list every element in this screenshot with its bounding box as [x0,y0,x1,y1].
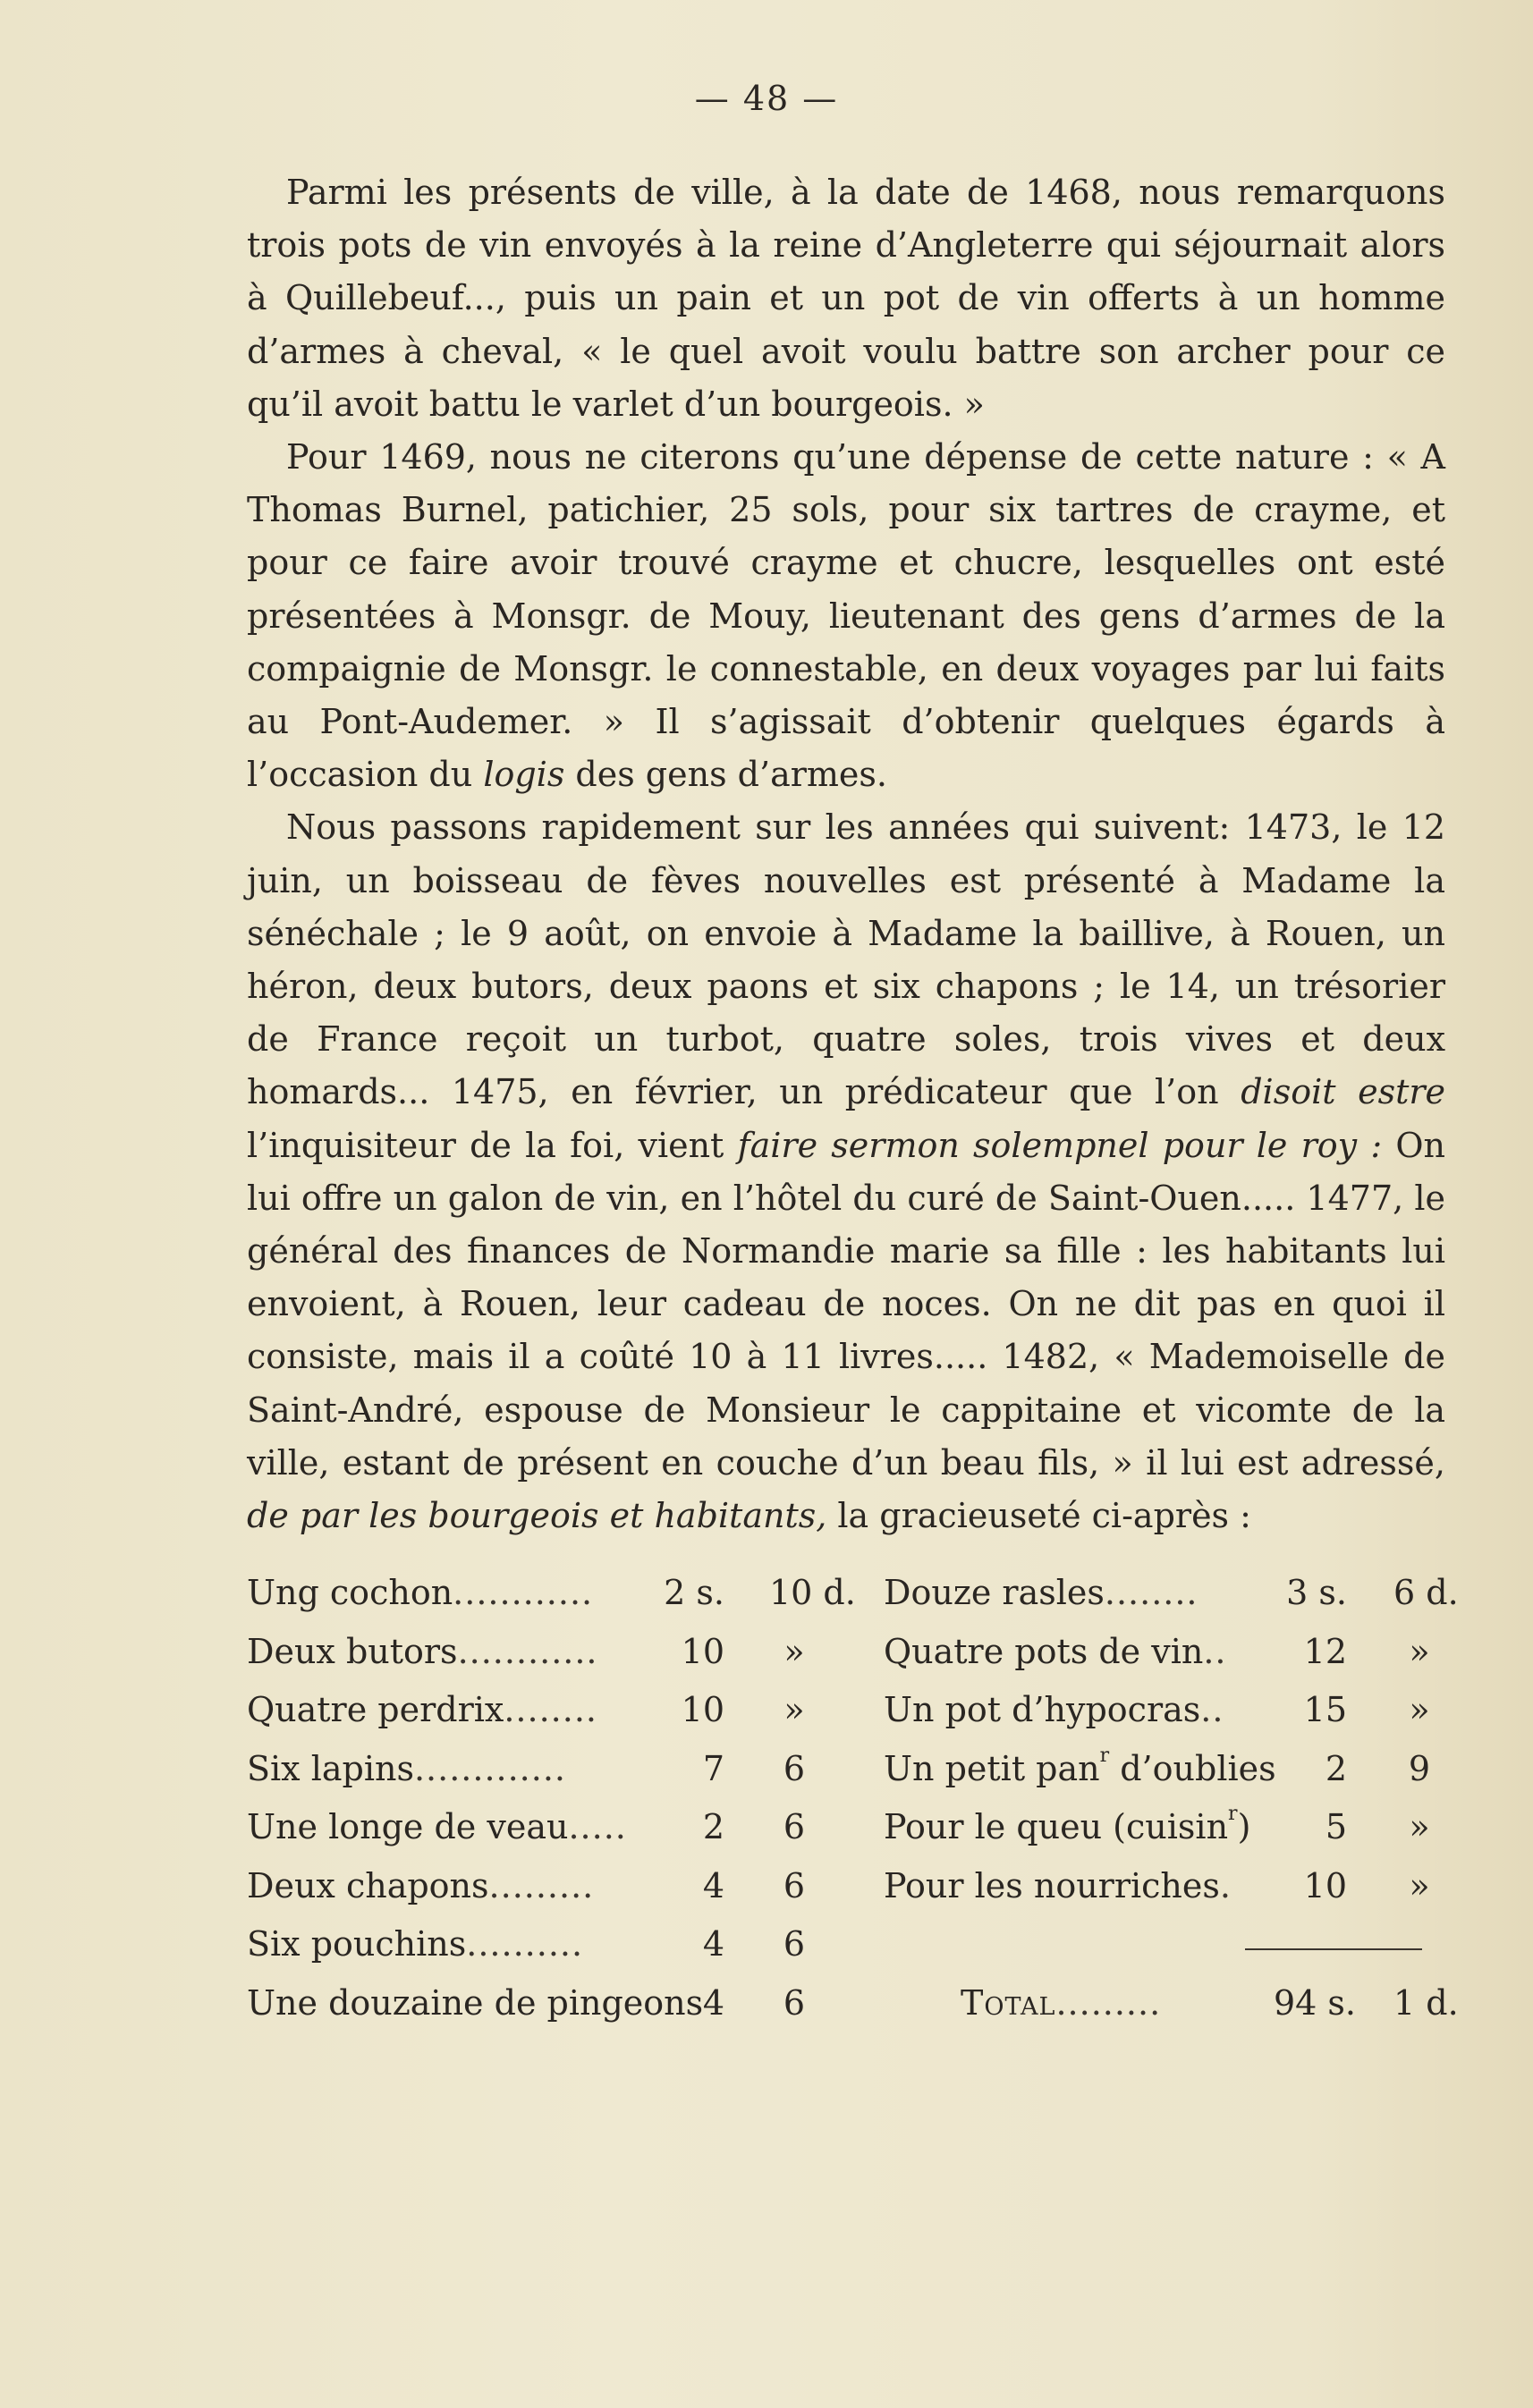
paragraph-3-text-c: On lui offre un galon de vin, en l’hôtel du curé de Saint-Ouen..... 1477, le général des finances de Normandie marie sa fille : les habitants lui envoient, à Rouen, leur cadeau de noces. On ne dit pas en quoi il consiste, mais il a coûté 10 à 11 livres..... 1482, « Mademoiselle de Saint-André, espouse de Monsieur le cappitaine et vicomte de la ville, estant de présent en couche d’un beau fils, » il lui est adressé, [247,1125,1445,1483]
item-label: Pour le queu (cuisin [884,1807,1229,1846]
table-row [247,1801,819,1860]
item-label: Six pouchins [247,1924,467,1964]
table-row [247,1743,819,1802]
paragraph-3-end: la gracieuseté ci-après : [826,1496,1251,1536]
item-label: Six lapins [247,1748,414,1788]
item-value-sous: 10 [1303,1865,1347,1905]
item-label: Deux butors [247,1631,458,1671]
item-value-sous: 4 [702,1924,724,1964]
item-value-deniers: 6 [783,1865,806,1905]
item-label: Ung cochon [247,1573,453,1612]
leader-dots: ............ [453,1573,594,1612]
leader-dots: . [1219,1865,1232,1905]
paragraph-3-italic-a: disoit estre [1241,1072,1445,1112]
paragraph-3-text-a: Nous passons rapidement sur les années qui suivent: 1473, le 12 juin, un boisseau de fèves nouvelles est présenté à Madame la sénéchale ; le 9 août, on envoie à Madame la baillive, à Rouen, un héron, deux butors, deux paons et six chapons ; le 14, un trésorier de France reçoit un turbot, quatre soles, trois vives et deux homards... 1475, en février, un prédicateur que l’on [247,807,1445,1112]
body-text [247,166,1445,1542]
table-row [247,1626,819,1685]
item-value-sous: 2 [1325,1748,1347,1788]
item-label: Une longe de veau [247,1807,569,1846]
table-row [247,1567,856,1626]
paragraph-3-italic-c: de par les bourgeois et habitants, [247,1496,827,1536]
table-row [884,1743,1445,1802]
item-label: Pour les nourriches [884,1865,1220,1905]
superscript-abbrev: r [1228,1803,1238,1825]
table-row [884,1567,1459,1626]
item-value-deniers: » [1409,1865,1430,1905]
leader-dots: ......... [488,1865,595,1905]
item-label: Un petit pan [884,1748,1100,1788]
paragraph-2-text: Pour 1469, nous ne citerons qu’une dépense de cette nature : « A Thomas Burnel, patichier, 25 sols, pour six tartres de crayme, et pour ce faire avoir trouvé crayme et chucre, lesquelles ont esté présentées à Monsgr. de Mouy, lieutenant des gens d’armes de la compaignie de Monsgr. le connestable, en deux voyages par lui faits au Pont-Audemer. » Il s’agissait d’obtenir quelques égards à l’occasion du [247,437,1445,795]
item-value-deniers: » [1409,1631,1430,1671]
table-row [247,1918,819,1977]
paragraph-3-text-b: l’inquisiteur de la foi, vient [247,1125,724,1165]
item-value-deniers: 6 [783,1748,806,1788]
table-row [247,1684,819,1743]
total-rule-row [884,1918,1445,1977]
total-value-sous: 94 s. [1274,1982,1357,2023]
expense-column-right [884,1567,1459,2035]
item-value-deniers: 6 [783,1924,806,1964]
leader-dots: .. [1200,1690,1224,1729]
leader-dots: ........ [504,1690,597,1729]
item-value-sous: 2 [702,1807,724,1846]
item-value-deniers: 10 d. [769,1573,856,1612]
item-label: Un pot d’hypocras [884,1690,1201,1729]
item-value-deniers: 9 [1408,1748,1431,1788]
table-row [884,1860,1445,1919]
superscript-abbrev: r [1099,1744,1110,1767]
leader-dots: ..... [568,1807,627,1846]
item-label: Deux chapons [247,1865,489,1905]
leader-dots: .......... [466,1924,584,1964]
item-value-sous: 10 [681,1690,724,1729]
item-label: Quatre pots de vin [884,1631,1204,1671]
expense-column-left [247,1567,856,2035]
leader-dots: ........ [1104,1573,1198,1612]
item-value-deniers: 6 d. [1393,1573,1459,1612]
table-row [884,1626,1445,1685]
item-value-deniers: » [1409,1807,1430,1846]
item-value-sous: 4 [702,1865,724,1905]
table-row [884,1684,1445,1743]
item-value-sous: 3 s. [1286,1573,1347,1612]
table-row [247,1860,819,1919]
paragraph-3 [247,801,1445,1542]
item-label-rest: d’oublies [1109,1748,1276,1788]
item-value-deniers: » [1409,1690,1430,1729]
item-value-sous: 7 [702,1748,724,1788]
paragraph-2-end: des gens d’armes. [564,755,887,795]
item-value-deniers: 6 [783,1807,806,1846]
item-value-deniers: 6 [783,1982,806,2023]
total-label: Total [961,1982,1056,2023]
leader-dots: ............. [413,1748,566,1788]
paragraph-2-italic: logis [483,755,565,795]
item-value-sous: 5 [1325,1807,1347,1846]
item-label: Quatre perdrix [247,1690,504,1729]
total-rule [1245,1948,1422,1950]
paragraph-2 [247,431,1445,801]
leader-dots: .. [1203,1631,1227,1671]
item-label-rest: ) [1237,1807,1251,1846]
total-value-deniers: 1 d. [1393,1982,1459,2023]
leader-dots: ............ [457,1631,598,1671]
paragraph-3-italic-b: faire sermon solempnel pour le roy : [737,1125,1383,1165]
item-value-deniers: » [783,1631,805,1671]
item-value-sous: 12 [1303,1631,1347,1671]
item-label: Douze rasles [884,1573,1105,1612]
item-value-deniers: » [783,1690,805,1729]
item-value-sous: 2 s. [664,1573,724,1612]
item-value-sous: 10 [681,1631,724,1671]
item-value-sous: 4 [702,1982,724,2023]
table-row [884,1801,1445,1860]
total-row [884,1977,1459,2036]
paragraph-1: Parmi les présents de ville, à la date de 1468, nous remarquons trois pots de vin envoyés à la reine d’Angleterre qui séjournait alors à Quillebeuf..., puis un pain et un pot de vin offerts à un homme d’armes à cheval, « le quel avoit voulu battre son archer pour ce qu’il avoit battu le varlet d’un bourgeois. » [247,173,1445,424]
page-number: — 48 — [694,79,839,118]
leader-dots: ......... [1055,1982,1162,2023]
table-row [247,1977,819,2036]
item-value-sous: 15 [1303,1690,1347,1729]
item-label: Une douzaine de pingeons [247,1982,704,2023]
